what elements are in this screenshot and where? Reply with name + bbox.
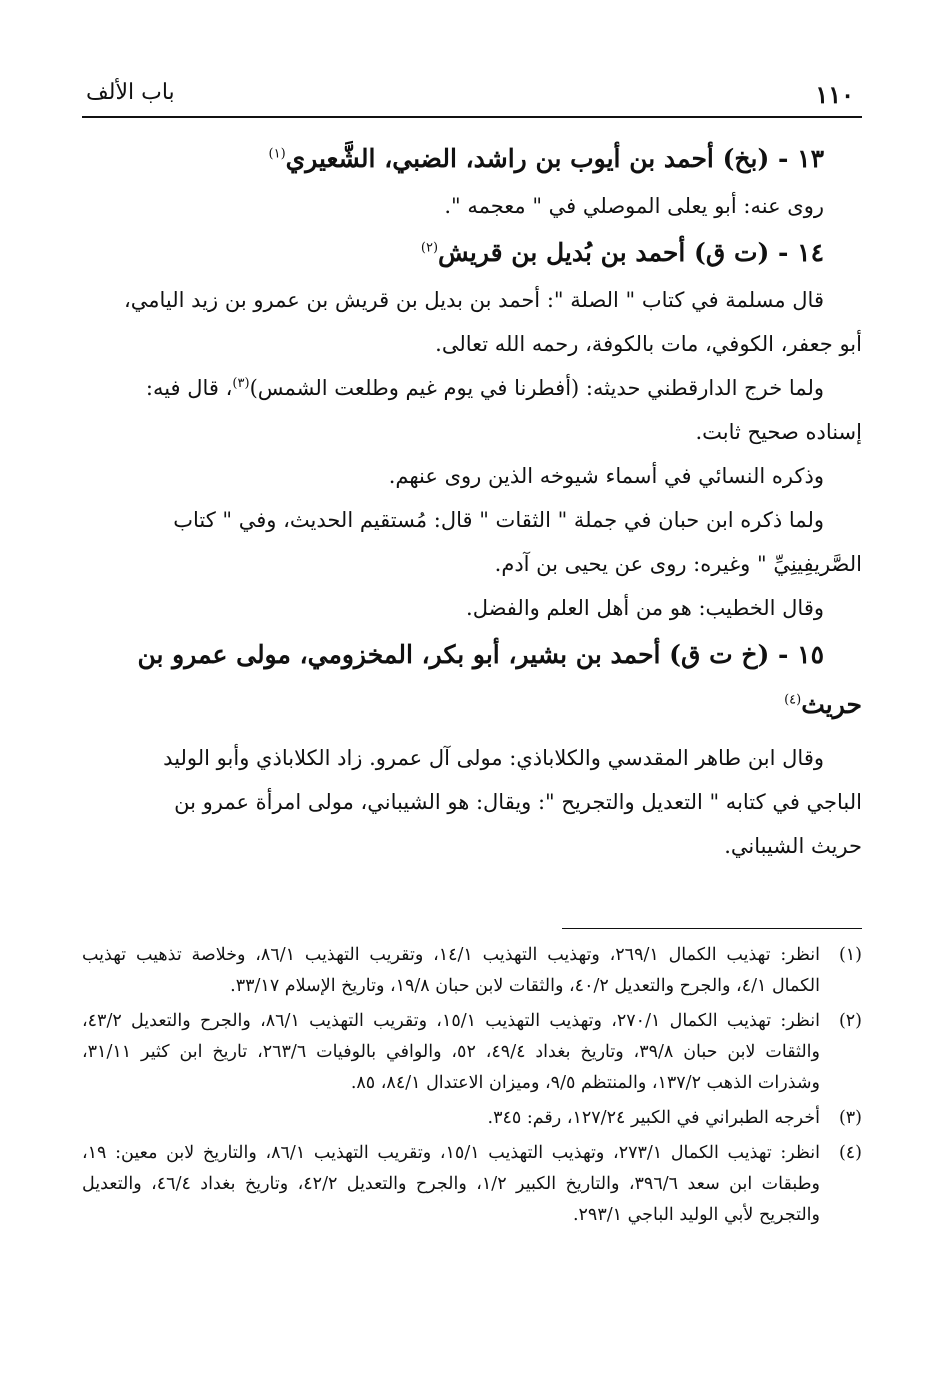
- footnote-text: انظر: تهذيب الكمال ٢٦٩/١، وتهذيب التهذيب ١٤/١، وتقريب التهذيب ٨٦/١، وخلاصة تذهيب تهذيب الكمال ٤/١، والجرح والتعديل ٤٠/٢، والثقات لابن حبان ١٩/٨، وتاريخ الإسلام ٣٣/١٧.: [82, 945, 821, 996]
- main-text: [82, 134, 862, 868]
- paragraph-line: الصَّريفِينِيِّ " وغيره: روى عن يحيى بن آدم.: [494, 552, 862, 576]
- footnote: [82, 940, 862, 1002]
- page-header: [82, 70, 862, 114]
- entry-title: (ت ق) أحمد بن بُديل بن قريش: [438, 238, 770, 267]
- paragraph-line: الباجي في كتابه " التعديل والتجريح ": ويقال: هو الشيباني، مولى امرأة عمرو بن: [174, 790, 862, 814]
- footnote-marker: (٤): [838, 1143, 862, 1163]
- paragraph-text: ، قال فيه:: [145, 376, 233, 400]
- entry-heading: [82, 134, 862, 184]
- paragraph-line: وقال الخطيب: هو من أهل العلم والفضل.: [466, 596, 824, 620]
- section-title: باب الألف: [86, 80, 175, 105]
- header-divider: [82, 116, 862, 118]
- paragraph-line: حريث الشيباني.: [724, 834, 862, 858]
- paragraph-text: ولما خرج الدارقطني حديثه: (أفطرنا في يوم غيم وطلعت الشمس): [249, 376, 824, 400]
- paragraph-line: أبو جعفر، الكوفي، مات بالكوفة، رحمه الله تعالى.: [435, 332, 862, 356]
- entry-title: حريث: [801, 690, 862, 719]
- paragraph-line: وذكره النسائي في أسماء شيوخه الذين روى عنهم.: [388, 464, 824, 488]
- paragraph-line: وقال ابن طاهر المقدسي والكلاباذي: مولى آل عمرو. زاد الكلاباذي وأبو الوليد: [163, 746, 824, 770]
- page-number: ١١٠: [815, 80, 854, 109]
- entry-heading: [82, 228, 862, 278]
- footnote: [82, 1006, 862, 1099]
- entry-title: (خ ت ق) أحمد بن بشير، أبو بكر، المخزومي، مولى عمرو بن: [137, 640, 770, 669]
- footnote: [82, 1103, 862, 1134]
- entry-number: ١٣ -: [778, 144, 824, 173]
- footnote: [82, 1138, 862, 1231]
- paragraph-line: روى عنه: أبو يعلى الموصلي في " معجمه ".: [444, 194, 824, 218]
- footnote-text: انظر: تهذيب الكمال ٢٧٠/١، وتهذيب التهذيب ١٥/١، وتقريب التهذيب ٨٦/١، والجرح والتعديل ٤٣/٢، والثقات لابن حبان ٣٩/٨، وتاريخ بغداد ٤٩/٤، ٥٢، والوافي بالوفيات ٢٦٣/٦، تاريخ ابن كثير ٣١/١١، وشذرات الذهب ١٣٧/٢، والمنتظم ٩/٥، وميزان الاعتدال ٨٤/١، ٨٥.: [82, 1011, 820, 1093]
- footnote-marker: (١): [838, 945, 862, 965]
- entry-heading: [82, 630, 862, 680]
- footnote-marker: (٢): [838, 1011, 862, 1031]
- footnote-marker: (٣): [838, 1108, 862, 1128]
- footnotes: [82, 940, 862, 1235]
- entry-number: ١٥ -: [778, 640, 824, 669]
- paragraph-line: قال مسلمة في كتاب " الصلة ": أحمد بن بديل بن قريش بن عمرو بن زيد اليامي،: [124, 288, 824, 312]
- paragraph-line: [82, 366, 862, 410]
- footnote-ref[interactable]: (٤): [784, 692, 802, 708]
- footnote-ref[interactable]: (٣): [232, 376, 250, 391]
- entry-heading-continued: [82, 680, 862, 730]
- footnote-ref[interactable]: (١): [268, 146, 286, 162]
- footnote-text: انظر: تهذيب الكمال ٢٧٣/١، وتهذيب التهذيب ١٥/١، وتقريب التهذيب ٨٦/١، والتاريخ لابن معين: ١٩، وطبقات ابن سعد ٣٩٦/٦، والتاريخ الكبير ١/٢، والجرح والتعديل ٤٢/٢، وتاريخ بغداد ٤٦/٤، والتعديل والتجريح لأبي الوليد الباجي ٢٩٣/١.: [82, 1143, 821, 1225]
- paragraph-line: ولما ذكره ابن حبان في جملة " الثقات " قال: مُستقيم الحديث، وفي " كتاب: [173, 508, 824, 532]
- book-page: [82, 0, 862, 1377]
- footnote-divider: [562, 928, 862, 929]
- footnote-text: أخرجه الطبراني في الكبير ١٢٧/٢٤، رقم: ٣٤٥.: [487, 1108, 820, 1128]
- footnote-ref[interactable]: (٢): [420, 240, 439, 256]
- paragraph-line: إسناده صحيح ثابت.: [695, 420, 862, 444]
- entry-title: (بخ) أحمد بن أيوب بن راشد، الضبي، الشَّعيري: [285, 144, 770, 173]
- entry-number: ١٤ -: [778, 238, 824, 267]
